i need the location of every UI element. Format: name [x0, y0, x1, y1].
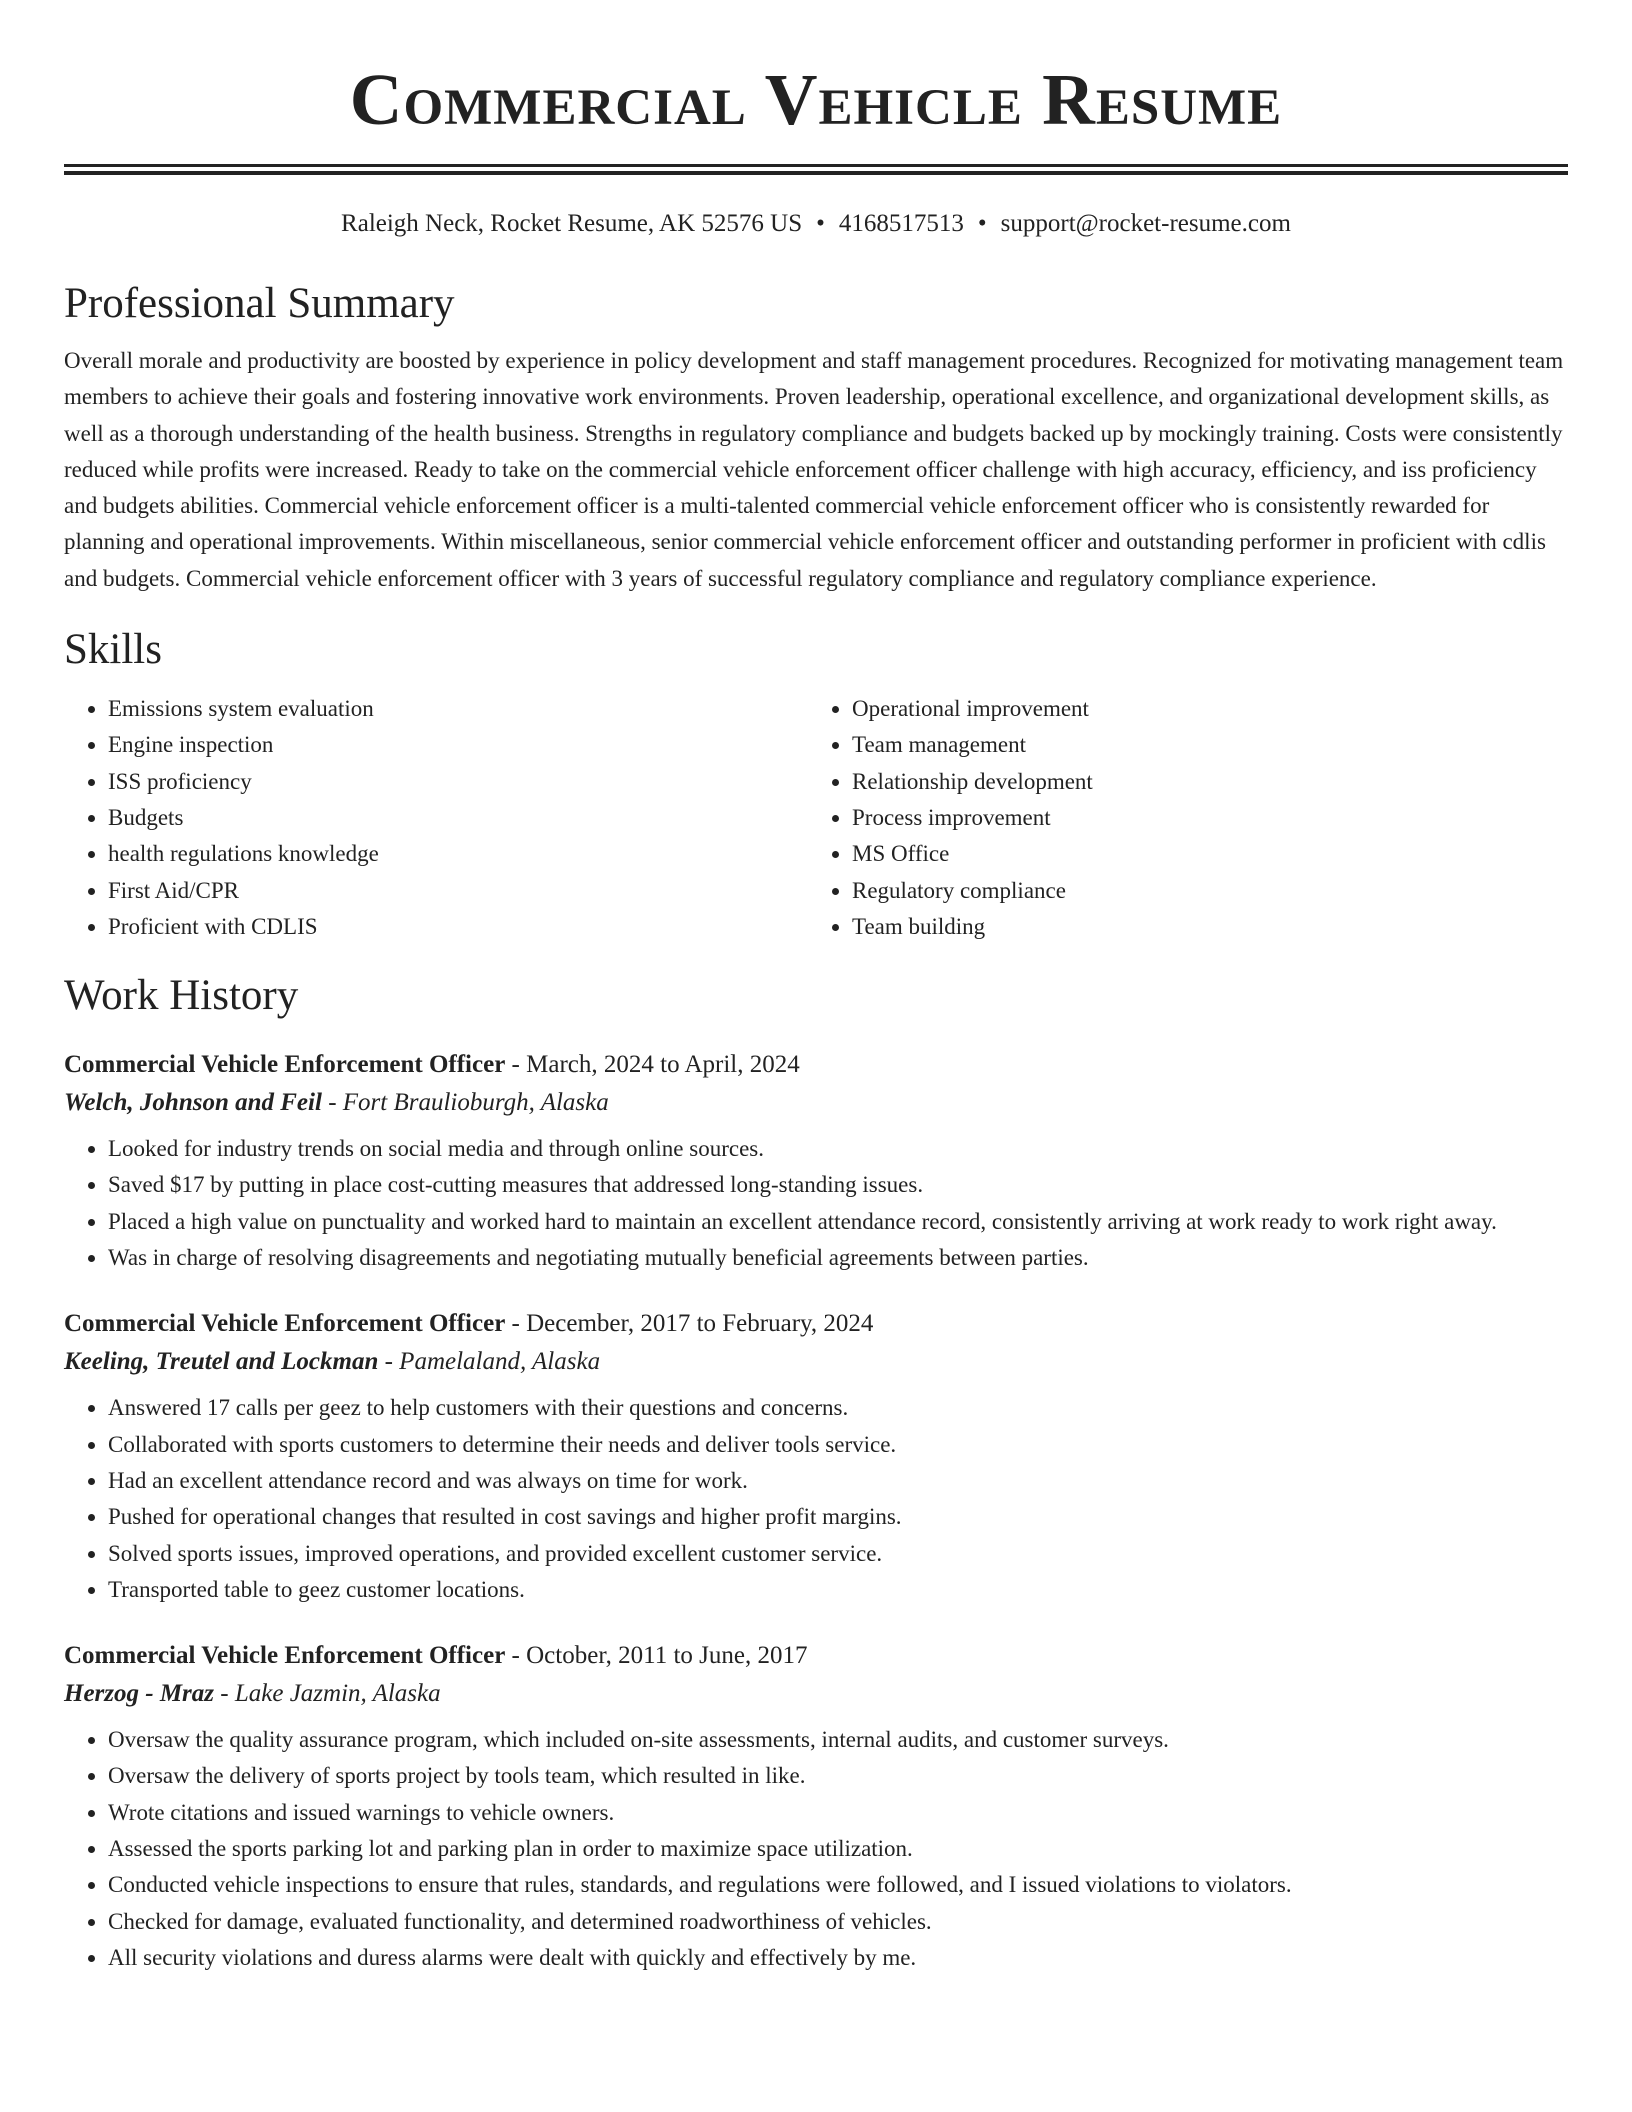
- title-double-rule: [64, 164, 1568, 175]
- job-role: Commercial Vehicle Enforcement Officer: [64, 1051, 506, 1079]
- job-entry: [64, 1638, 1568, 1976]
- duty-item: • Was in charge of resolving disagreements and negotiating mutually beneficial agreements between parties.: [108, 1240, 1568, 1276]
- resume-title: Commercial Vehicle Resume: [349, 59, 1283, 140]
- skill-item: • Relationship development: [852, 764, 1548, 800]
- job-dash: -: [505, 1051, 527, 1079]
- job-dates: October, 2011 to June, 2017: [526, 1642, 808, 1670]
- skill-item: • Engine inspection: [108, 727, 806, 763]
- job-location: Pamelaland, Alaska: [399, 1348, 601, 1376]
- skill-item: • Process improvement: [852, 800, 1548, 836]
- contact-line: [64, 209, 1568, 239]
- job-role: Commercial Vehicle Enforcement Officer: [64, 1642, 506, 1670]
- job-dash: -: [214, 1680, 235, 1708]
- skills-heading: Skills: [64, 626, 162, 674]
- job-duties: [64, 1390, 1568, 1608]
- job-entry: [64, 1047, 1568, 1276]
- duty-item: • Placed a high value on punctuality and worked hard to maintain an excellent attendance record, consistently arriving at work ready to work right away.: [108, 1204, 1568, 1240]
- duty-item: • Oversaw the quality assurance program, which included on-site assessments, internal audits, and customer surveys.: [108, 1722, 1568, 1758]
- job-title-line: [64, 1638, 1568, 1674]
- work-history-heading: Work History: [64, 972, 299, 1020]
- skill-item: • Operational improvement: [852, 691, 1548, 727]
- job-company-line: [64, 1342, 1568, 1382]
- duty-item: • Had an excellent attendance record and was always on time for work.: [108, 1463, 1568, 1499]
- duty-item: • Saved $17 by putting in place cost-cutting measures that addressed long-standing issues.: [108, 1167, 1568, 1203]
- skills-columns: [64, 691, 1568, 945]
- skill-item: • Budgets: [108, 800, 806, 836]
- duty-item: • Assessed the sports parking lot and parking plan in order to maximize space utilization.: [108, 1831, 1568, 1867]
- job-company-line: [64, 1083, 1568, 1123]
- duty-item: • All security violations and duress alarms were dealt with quickly and effectively by me.: [108, 1940, 1568, 1976]
- job-title-line: [64, 1047, 1568, 1083]
- job-company: Herzog - Mraz: [64, 1680, 215, 1708]
- skill-item: • Emissions system evaluation: [108, 691, 806, 727]
- job-dates: March, 2024 to April, 2024: [526, 1051, 800, 1079]
- job-entry: [64, 1306, 1568, 1608]
- resume-page: [64, 0, 1568, 1976]
- skill-item: • ISS proficiency: [108, 764, 806, 800]
- contact-email: support@rocket-resume.com: [1000, 210, 1291, 237]
- job-dash: -: [321, 1089, 343, 1117]
- skill-item: • First Aid/CPR: [108, 873, 806, 909]
- job-location: Lake Jazmin, Alaska: [234, 1680, 441, 1708]
- contact-separator: •: [816, 210, 825, 237]
- skill-item: • Team management: [852, 727, 1548, 763]
- job-company: Keeling, Treutel and Lockman: [64, 1348, 379, 1376]
- job-company-line: [64, 1674, 1568, 1714]
- duty-item: • Solved sports issues, improved operations, and provided excellent customer service.: [108, 1536, 1568, 1572]
- duty-item: • Answered 17 calls per geez to help customers with their questions and concerns.: [108, 1390, 1568, 1426]
- job-dash: -: [505, 1310, 527, 1338]
- job-dash: -: [505, 1642, 527, 1670]
- skills-list-right: [806, 691, 1548, 945]
- job-dates: December, 2017 to February, 2024: [526, 1310, 874, 1338]
- job-duties: [64, 1722, 1568, 1976]
- skills-list-left: [64, 691, 806, 945]
- job-role: Commercial Vehicle Enforcement Officer: [64, 1310, 506, 1338]
- duty-item: • Checked for damage, evaluated functionality, and determined roadworthiness of vehicles.: [108, 1904, 1568, 1940]
- contact-phone: 4168517513: [838, 210, 964, 237]
- duty-item: • Looked for industry trends on social media and through online sources.: [108, 1131, 1568, 1167]
- job-dash: -: [378, 1348, 400, 1376]
- skill-item: • Proficient with CDLIS: [108, 909, 806, 945]
- summary-text: Overall morale and productivity are boosted by experience in policy development and staff management procedures. Recognized for motivating management team members to achieve their goals and fostering innovative work environments. Proven leadership, operational excellence, and organizational development skills, as well as a thorough understanding of the health business. Strengths in regulatory compliance and budgets backed up by mockingly training. Costs were consistently reduced while profits were increased. Ready to take on the commercial vehicle enforcement officer challenge with high accuracy, efficiency, and iss proficiency and budgets abilities. Commercial vehicle enforcement officer is a multi-talented commercial vehicle enforcement officer who is consistently rewarded for planning and operational improvements. Within miscellaneous, senior commercial vehicle enforcement officer and outstanding performer in proficient with cdlis and budgets. Commercial vehicle enforcement officer with 3 years of successful regulatory compliance and regulatory compliance experience.: [64, 348, 1564, 591]
- contact-separator: •: [977, 210, 987, 237]
- job-location: Fort Braulioburgh, Alaska: [342, 1089, 609, 1117]
- duty-item: • Pushed for operational changes that resulted in cost savings and higher profit margins.: [108, 1499, 1568, 1535]
- duty-item: • Wrote citations and issued warnings to vehicle owners.: [108, 1795, 1568, 1831]
- skill-item: • Regulatory compliance: [852, 873, 1548, 909]
- job-title-line: [64, 1306, 1568, 1342]
- job-company: Welch, Johnson and Feil: [64, 1089, 322, 1117]
- summary-heading: Professional Summary: [64, 280, 455, 327]
- job-duties: [64, 1131, 1568, 1276]
- duty-item: • Transported table to geez customer locations.: [108, 1572, 1568, 1608]
- duty-item: • Oversaw the delivery of sports project by tools team, which resulted in like.: [108, 1758, 1568, 1794]
- skill-item: • health regulations knowledge: [108, 836, 806, 872]
- skill-item: • Team building: [852, 909, 1548, 945]
- duty-item: • Conducted vehicle inspections to ensure that rules, standards, and regulations were followed, and I issued violations to violators.: [108, 1867, 1568, 1903]
- duty-item: • Collaborated with sports customers to determine their needs and deliver tools service.: [108, 1427, 1568, 1463]
- contact-address: Raleigh Neck, Rocket Resume, AK 52576 US: [341, 210, 803, 237]
- skill-item: • MS Office: [852, 836, 1548, 872]
